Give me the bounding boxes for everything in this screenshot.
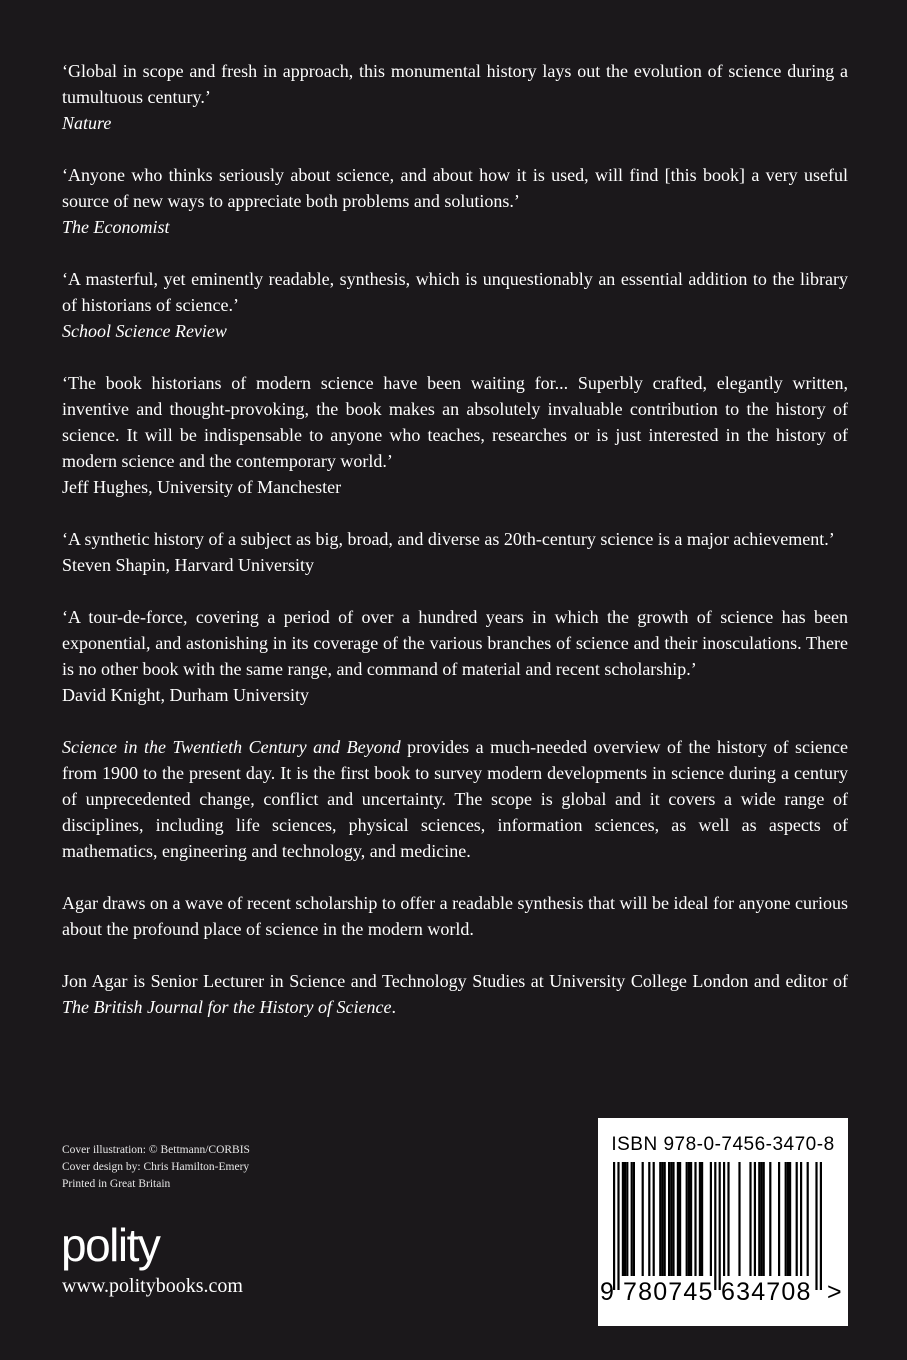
- barcode-bar: [800, 1162, 802, 1276]
- cover-design-credit: Cover design by: Chris Hamilton-Emery: [62, 1161, 250, 1173]
- barcode-bar: [661, 1162, 663, 1276]
- barcode-bar: [679, 1162, 681, 1276]
- barcode-bar: [769, 1162, 771, 1276]
- barcode-bar: [688, 1162, 690, 1276]
- barcode-bar: [785, 1162, 787, 1276]
- polity-logo: polity: [61, 1219, 160, 1271]
- description-text: provides a much-needed overview of the history of science from 1900 to the present day. It is the first book to survey modern developments in science during a century of unprecedented change, conflict and uncertainty. The scope is global and it covers a wide range of disciplines, including life sciences, physical sciences, information sciences, as well as aspects of mathematics, engineering and technology, and medicine.: [62, 737, 848, 861]
- barcode-bar: [617, 1162, 619, 1290]
- barcode-bar: [670, 1162, 672, 1276]
- barcode-bar: [714, 1162, 716, 1290]
- barcode-bar: [749, 1162, 751, 1276]
- barcode-right-group: 634708: [721, 1278, 812, 1306]
- printed-in-credit: Printed in Great Britain: [62, 1178, 171, 1190]
- barcode-bar: [815, 1162, 817, 1290]
- barcode-bar: [659, 1162, 661, 1276]
- isbn-barcode: [598, 1118, 848, 1326]
- barcode-bar: [787, 1162, 789, 1276]
- barcode-bar: [727, 1162, 729, 1276]
- review-quotes: [62, 58, 848, 708]
- barcode-bar: [686, 1162, 688, 1276]
- barcode-bar: [690, 1162, 692, 1276]
- publisher-website: www.politybooks.com: [62, 1275, 243, 1297]
- quote-source: School Science Review: [62, 321, 227, 341]
- back-cover-text: [62, 58, 848, 1046]
- synthesis-paragraph: Agar draws on a wave of recent scholarship to offer a readable synthesis that will be ideal for anyone curious about the profound place of science in the modern world.: [62, 893, 848, 939]
- quote-text: ‘A masterful, yet eminently readable, synthesis, which is unquestionably an essential addition to the library of historians of science.’: [62, 269, 848, 315]
- quote-source: Nature: [62, 113, 112, 133]
- quote-text: ‘The book historians of modern science have been waiting for... Superbly crafted, elegantly written, inventive and thought-provoking, the book makes an absolutely invaluable contribution to the history of science. It will be indispensable to anyone who teaches, researches or is just interested in the history of modern science and the contemporary world.’: [62, 373, 848, 471]
- author-bio-text: Jon Agar is Senior Lecturer in Science and Technology Studies at University College London and editor of: [62, 971, 848, 991]
- barcode-bars: [613, 1162, 833, 1292]
- barcode-bar: [778, 1162, 780, 1276]
- review-quote: [62, 370, 848, 500]
- quote-text: ‘A synthetic history of a subject as big, broad, and diverse as 20th-century science is a major achievement.’: [62, 529, 835, 549]
- review-quote: [62, 266, 848, 344]
- barcode-bar: [760, 1162, 762, 1276]
- barcode-bar: [710, 1162, 712, 1276]
- journal-title: The British Journal for the History of Science: [62, 997, 392, 1017]
- barcode-bar: [631, 1162, 633, 1276]
- review-quote: [62, 58, 848, 136]
- barcode-bar: [754, 1162, 756, 1276]
- barcode-bar: [664, 1162, 666, 1276]
- review-quote: [62, 526, 848, 578]
- barcode-end-mark: >: [827, 1278, 842, 1306]
- author-bio-end: .: [391, 997, 396, 1017]
- barcode-bar: [807, 1162, 809, 1276]
- barcode-bar: [622, 1162, 624, 1276]
- barcode-bar: [613, 1162, 615, 1290]
- author-bio-paragraph: [62, 968, 848, 1020]
- barcode-bar: [653, 1162, 655, 1276]
- barcode-left-group: 780745: [623, 1278, 714, 1306]
- quote-source: Jeff Hughes, University of Manchester: [62, 477, 342, 497]
- barcode-bar: [668, 1162, 670, 1276]
- quote-text: ‘Global in scope and fresh in approach, this monumental history lays out the evolution of science during a tumultuous century.’: [62, 61, 848, 107]
- cover-illustration-credit: Cover illustration: © Bettmann/CORBIS: [62, 1144, 250, 1156]
- barcode-bar: [648, 1162, 650, 1276]
- barcode-bar: [723, 1162, 725, 1276]
- cover-credits: [62, 1142, 250, 1193]
- barcode-lead-digit: 9: [600, 1278, 614, 1306]
- barcode-bar: [699, 1162, 701, 1276]
- quote-source: The Economist: [62, 217, 170, 237]
- description-paragraph: [62, 734, 848, 864]
- review-quote: [62, 604, 848, 708]
- quote-text: ‘A tour-de-force, covering a period of over a hundred years in which the growth of science has been exponential, and astonishing in its coverage of the various branches of science and their inosculations. There is no other book with the same range, and command of material and recent scholarship.’: [62, 607, 848, 679]
- barcode-bar: [758, 1162, 760, 1276]
- barcode-bar: [796, 1162, 798, 1276]
- barcode-bar: [738, 1162, 740, 1276]
- barcode-bar: [626, 1162, 628, 1276]
- barcode-bar: [633, 1162, 635, 1276]
- quote-source: David Knight, Durham University: [62, 685, 309, 705]
- barcode-bar: [677, 1162, 679, 1276]
- barcode-bar: [820, 1162, 822, 1290]
- isbn-label: ISBN 978-0-7456-3470-8: [611, 1134, 835, 1155]
- barcode-bar: [763, 1162, 765, 1276]
- review-quote: [62, 162, 848, 240]
- barcode-bar: [642, 1162, 644, 1276]
- barcode-bar: [719, 1162, 721, 1290]
- quote-source: Steven Shapin, Harvard University: [62, 555, 314, 575]
- barcode-bar: [624, 1162, 626, 1276]
- quote-text: ‘Anyone who thinks seriously about science, and about how it is used, will find [this book] a very useful source of new ways to appreciate both problems and solutions.’: [62, 165, 848, 211]
- barcode-bar: [701, 1162, 703, 1276]
- barcode-bar: [789, 1162, 791, 1276]
- book-title: Science in the Twentieth Century and Beyond: [62, 737, 401, 757]
- barcode-bar: [694, 1162, 696, 1276]
- barcode-bar: [672, 1162, 674, 1276]
